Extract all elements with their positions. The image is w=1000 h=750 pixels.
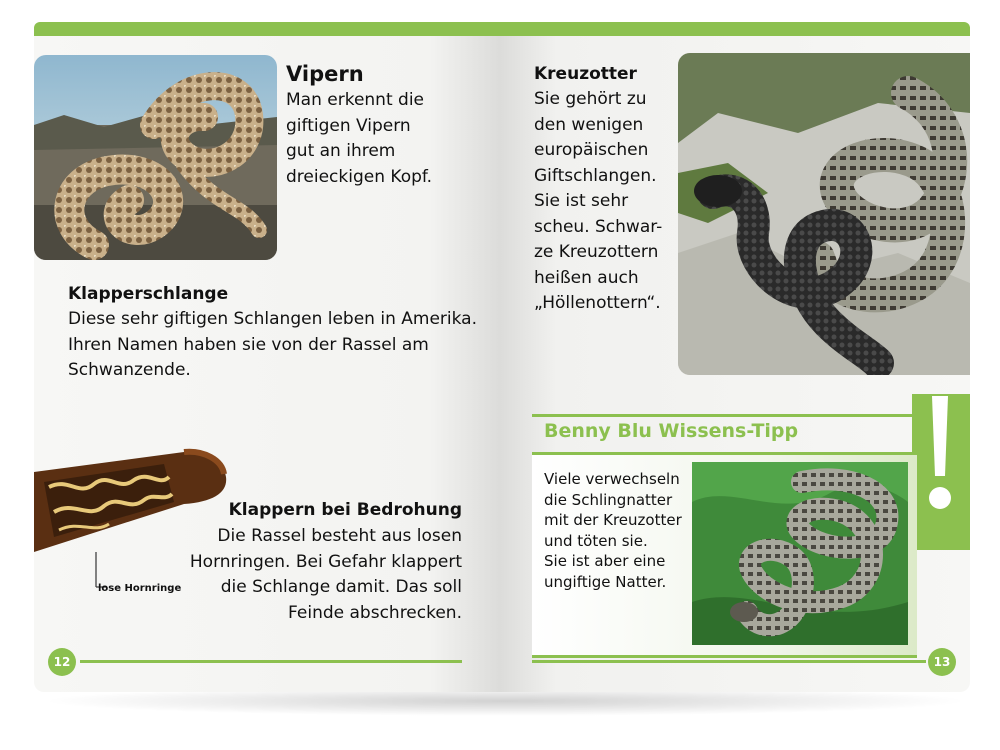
text-line: gut an ihrem bbox=[286, 141, 396, 161]
text-line: den wenigen bbox=[534, 114, 644, 135]
text-line: Feinde abschrecken. bbox=[288, 602, 462, 623]
text-line: die Schlange damit. Das soll bbox=[220, 577, 462, 597]
text-line: und töten sie. bbox=[544, 531, 648, 550]
page-number: 12 bbox=[48, 648, 76, 676]
kreuzotter-photo bbox=[678, 53, 970, 375]
left-page bbox=[34, 22, 500, 692]
page-number: 13 bbox=[928, 648, 956, 676]
text-line: „Höllenottern“. bbox=[534, 293, 661, 313]
rattle-label: lose Hornringe bbox=[98, 583, 182, 594]
klappern-heading: Klappern bei Bedrohung bbox=[228, 500, 462, 520]
klapperschlange-text bbox=[68, 307, 477, 384]
klappern-text bbox=[190, 524, 462, 626]
footer-line bbox=[532, 660, 926, 663]
text-line: Viele verwechseln bbox=[544, 470, 680, 488]
text-line: Man erkennt die bbox=[286, 90, 425, 110]
text-line: die Schlingnatter bbox=[544, 490, 673, 509]
text-line: europäischen bbox=[534, 140, 649, 160]
text-line: Diese sehr giftigen Schlangen leben in Amerika. bbox=[68, 309, 477, 329]
tip-title: Benny Blu Wissens-Tipp bbox=[544, 420, 799, 442]
tip-top-bar bbox=[532, 414, 918, 417]
schlingnatter-photo bbox=[692, 462, 908, 645]
text-line: scheu. Schwar- bbox=[534, 216, 663, 237]
text-line: Die Rassel besteht aus losen bbox=[217, 526, 462, 546]
text-line: Schwanzende. bbox=[68, 360, 191, 380]
text-line: heißen auch bbox=[534, 267, 639, 288]
text-line: ungiftige Natter. bbox=[544, 572, 667, 591]
viper-photo bbox=[34, 55, 277, 260]
text-line: dreieckigen Kopf. bbox=[286, 166, 433, 187]
vipern-heading: Vipern bbox=[286, 62, 364, 86]
footer-line bbox=[80, 660, 462, 663]
text-line: Hornringen. Bei Gefahr klappert bbox=[189, 551, 462, 572]
tip-text bbox=[544, 469, 682, 592]
tip-box bbox=[532, 414, 952, 664]
top-accent-bar bbox=[500, 22, 970, 36]
tip-content bbox=[532, 452, 917, 658]
text-line: Sie gehört zu bbox=[534, 89, 647, 109]
kreuzotter-text bbox=[534, 87, 662, 317]
text-line: Ihren Namen haben sie von der Rassel am bbox=[68, 334, 429, 355]
text-line: Sie ist sehr bbox=[534, 191, 629, 211]
text-line: ze Kreuzottern bbox=[534, 242, 659, 262]
text-line: giftigen Vipern bbox=[286, 115, 411, 136]
right-page bbox=[500, 22, 970, 692]
text-line: Sie ist aber eine bbox=[544, 552, 666, 570]
top-accent-bar bbox=[34, 22, 500, 36]
kreuzotter-heading: Kreuzotter bbox=[534, 64, 637, 84]
text-line: Giftschlangen. bbox=[534, 165, 657, 186]
klapperschlange-heading: Klapperschlange bbox=[68, 284, 229, 304]
text-line: mit der Kreuzotter bbox=[544, 511, 682, 529]
vipern-text bbox=[286, 88, 432, 190]
